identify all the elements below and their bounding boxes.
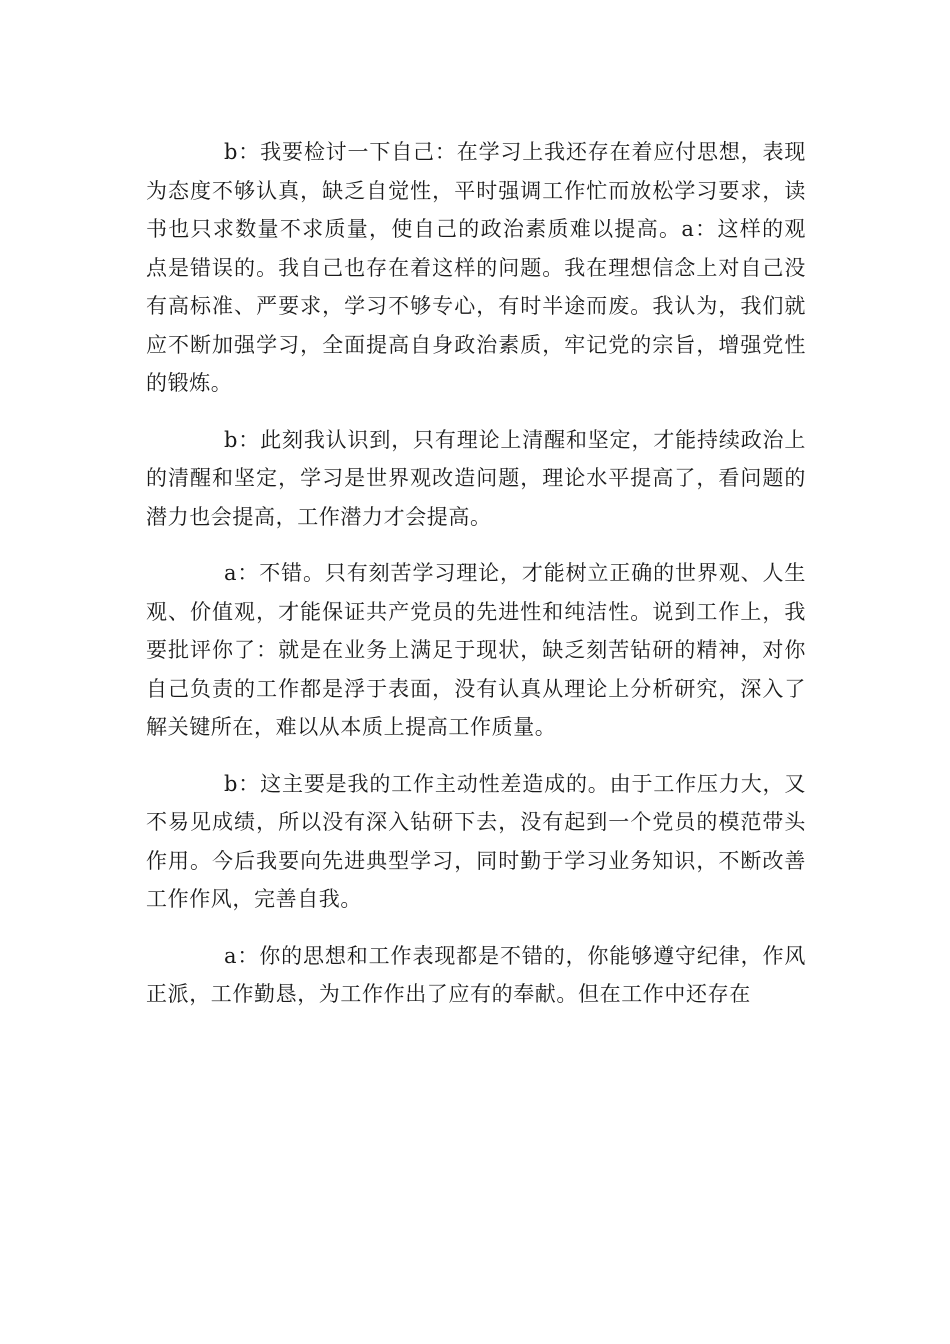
paragraph-2: b：此刻我认识到，只有理论上清醒和坚定，才能持续政治上的清醒和坚定，学习是世界观改造问题，理论水平提高了，看问题的潜力也会提高，工作潜力才会提高。 (146, 427, 806, 529)
paragraph-4: b：这主要是我的工作主动性差造成的。由于工作压力大，又不易见成绩，所以没有深入钻研下去，没有起到一个党员的模范带头作用。今后我要向先进典型学习，同时勤于学习业务知识，不断改善工作作风，完善自我。 (146, 771, 806, 911)
paragraph-1: b：我要检讨一下自己：在学习上我还存在着应付思想，表现为态度不够认真，缺乏自觉性，平时强调工作忙而放松学习要求，读书也只求数量不求质量，使自己的政治素质难以提高。a：这样的观点是错误的。我自己也存在着这样的问题。我在理想信念上对自己没有高标准、严要求，学习不够专心，有时半途而废。我认为，我们就应不断加强学习，全面提高自身政治素质，牢记党的宗旨，增强党性的锻炼。 (146, 140, 806, 395)
document-body (146, 133, 806, 1032)
paragraph-3: a：不错。只有刻苦学习理论，才能树立正确的世界观、人生观、价值观，才能保证共产党员的先进性和纯洁性。说到工作上，我要批评你了：就是在业务上满足于现状，缺乏刻苦钻研的精神，对你自己负责的工作都是浮于表面，没有认真从理论上分析研究，深入了解关键所在，难以从本质上提高工作质量。 (146, 561, 806, 739)
paragraph-5: a：你的思想和工作表现都是不错的，你能够遵守纪律，作风正派，工作勤恳，为工作作出了应有的奉献。但在工作中还存在 (146, 943, 806, 1006)
